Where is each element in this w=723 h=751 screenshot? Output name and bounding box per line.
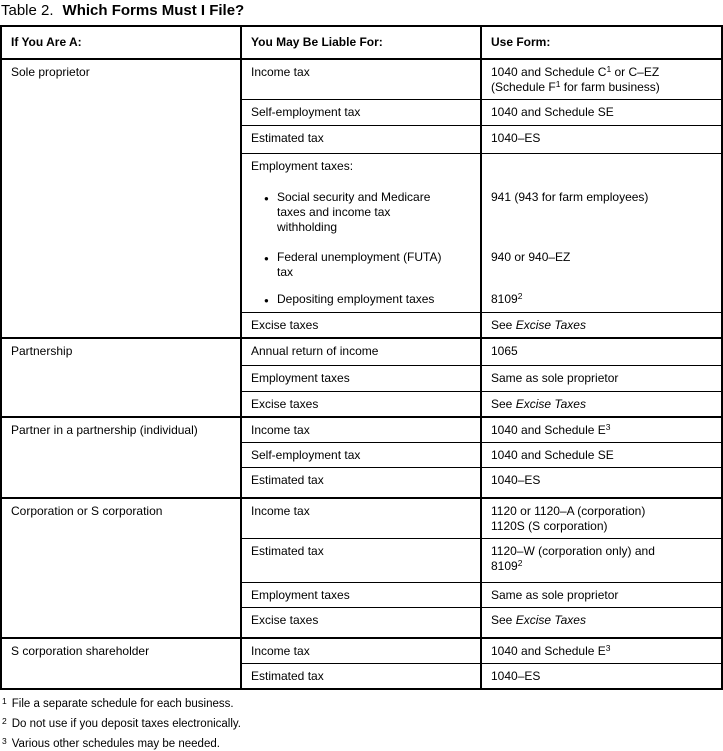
bullet-icon: ● — [264, 296, 269, 305]
form-text: 941 (943 for farm employees) — [491, 190, 649, 204]
liability-cell: Income tax — [241, 638, 481, 664]
form-text: 8109 — [491, 559, 518, 573]
table-row — [1, 417, 722, 443]
form-text: 940 or 940–EZ — [491, 250, 571, 264]
liability-cell: Self-employment tax — [241, 100, 481, 126]
form-line — [491, 80, 713, 95]
form-text: See — [491, 613, 516, 627]
bullet-icon: ● — [264, 254, 269, 263]
form-cell — [481, 638, 722, 664]
who-cell: Corporation or S corporation — [1, 498, 241, 638]
form-text: (Schedule F — [491, 80, 556, 94]
form-value — [491, 250, 713, 265]
list-item — [264, 292, 472, 308]
form-cell — [481, 608, 722, 638]
liability-cell: Excise taxes — [241, 313, 481, 339]
footnote — [2, 697, 721, 711]
table-heading: Which Forms Must I File? — [62, 2, 245, 19]
form-line — [491, 559, 713, 574]
footnote — [2, 717, 721, 731]
footnote-text: Do not use if you deposit taxes electronically. — [11, 717, 242, 730]
form-value — [491, 190, 713, 205]
list-item — [264, 190, 472, 235]
column-header-form: Use Form: — [481, 26, 722, 59]
footnote-ref: 1 — [606, 64, 612, 74]
liability-cell: Estimated tax — [241, 126, 481, 154]
form-text: 8109 — [491, 292, 518, 306]
footnote-marker: 3 — [2, 735, 7, 746]
form-value — [491, 292, 713, 307]
form-line — [491, 65, 713, 80]
form-text: See — [491, 396, 516, 411]
liability-cell: Income tax — [241, 498, 481, 539]
list-item — [264, 250, 472, 280]
liability-cell: Excise taxes — [241, 608, 481, 638]
form-text: 1040 and Schedule E — [491, 643, 606, 658]
footnote-marker: 2 — [2, 715, 7, 726]
table-row — [1, 59, 722, 100]
form-line: 1120–W (corporation only) and — [491, 544, 655, 558]
form-cell — [481, 498, 722, 539]
footnote-text: Various other schedules may be needed. — [11, 737, 220, 750]
form-cell: Same as sole proprietor — [481, 583, 722, 608]
form-text: See — [491, 318, 516, 332]
form-cell: Same as sole proprietor — [481, 365, 722, 391]
form-line: 1120S (S corporation) — [491, 518, 608, 533]
form-cell — [481, 59, 722, 100]
bullet-text: Federal unemployment (FUTA) tax — [277, 250, 442, 279]
cross-reference-text: Excise Taxes — [515, 318, 586, 332]
form-cell: 1065 — [481, 338, 722, 365]
form-cell: 1040–ES — [481, 663, 722, 689]
table-number-label: Table 2. — [1, 2, 54, 19]
form-text: for farm business) — [560, 80, 660, 94]
liability-cell: Estimated tax — [241, 539, 481, 583]
form-text: 1040 and Schedule E — [491, 423, 606, 437]
who-cell: Partner in a partnership (individual) — [1, 417, 241, 498]
footnote-ref: 2 — [517, 558, 523, 568]
form-text: 1040 and Schedule C — [491, 65, 607, 79]
form-cell — [481, 313, 722, 339]
form-cell: 1040 and Schedule SE — [481, 443, 722, 468]
liability-cell — [241, 154, 481, 313]
footnote — [2, 737, 721, 751]
who-cell: Sole proprietor — [1, 59, 241, 338]
liability-cell: Income tax — [241, 59, 481, 100]
who-cell: S corporation shareholder — [1, 638, 241, 689]
who-cell: Partnership — [1, 338, 241, 417]
form-cell — [481, 154, 722, 313]
liability-cell: Estimated tax — [241, 468, 481, 498]
liability-cell: Estimated tax — [241, 663, 481, 689]
cross-reference-text: Excise Taxes — [515, 613, 586, 627]
form-cell — [481, 417, 722, 443]
form-cell — [481, 391, 722, 417]
bullet-text: Social security and Medicare taxes and income tax withholding — [277, 190, 431, 234]
liability-cell: Excise taxes — [241, 391, 481, 417]
form-cell: 1040 and Schedule SE — [481, 100, 722, 126]
liability-cell: Annual return of income — [241, 338, 481, 365]
footnote-text: File a separate schedule for each business. — [11, 697, 234, 710]
form-cell: 1040–ES — [481, 126, 722, 154]
liability-cell: Self-employment tax — [241, 443, 481, 468]
bullet-text: Depositing employment taxes — [277, 292, 435, 306]
table-row — [1, 338, 722, 365]
employment-taxes-heading: Employment taxes: — [251, 159, 354, 173]
page-title — [1, 2, 721, 20]
form-cell — [481, 539, 722, 583]
footnote-ref: 2 — [517, 291, 523, 301]
liability-cell: Income tax — [241, 417, 481, 443]
column-header-liable: You May Be Liable For: — [241, 26, 481, 59]
form-cell: 1040–ES — [481, 468, 722, 498]
footnote-ref: 3 — [605, 642, 611, 653]
footnote-ref: 1 — [555, 79, 561, 89]
footnote-ref: 3 — [605, 422, 611, 432]
table-row — [1, 638, 722, 664]
column-header-who: If You Are A: — [1, 26, 241, 59]
cross-reference-text: Excise Taxes — [515, 396, 586, 411]
liability-cell: Employment taxes — [241, 583, 481, 608]
footnote-marker: 1 — [2, 695, 7, 706]
form-text: or C–EZ — [611, 65, 660, 79]
table-row — [1, 498, 722, 539]
form-line: 1120 or 1120–A (corporation) — [491, 503, 646, 518]
footnotes — [2, 697, 721, 751]
header-row — [1, 26, 722, 59]
liability-cell: Employment taxes — [241, 365, 481, 391]
forms-table — [0, 25, 723, 690]
bullet-icon: ● — [264, 194, 269, 203]
